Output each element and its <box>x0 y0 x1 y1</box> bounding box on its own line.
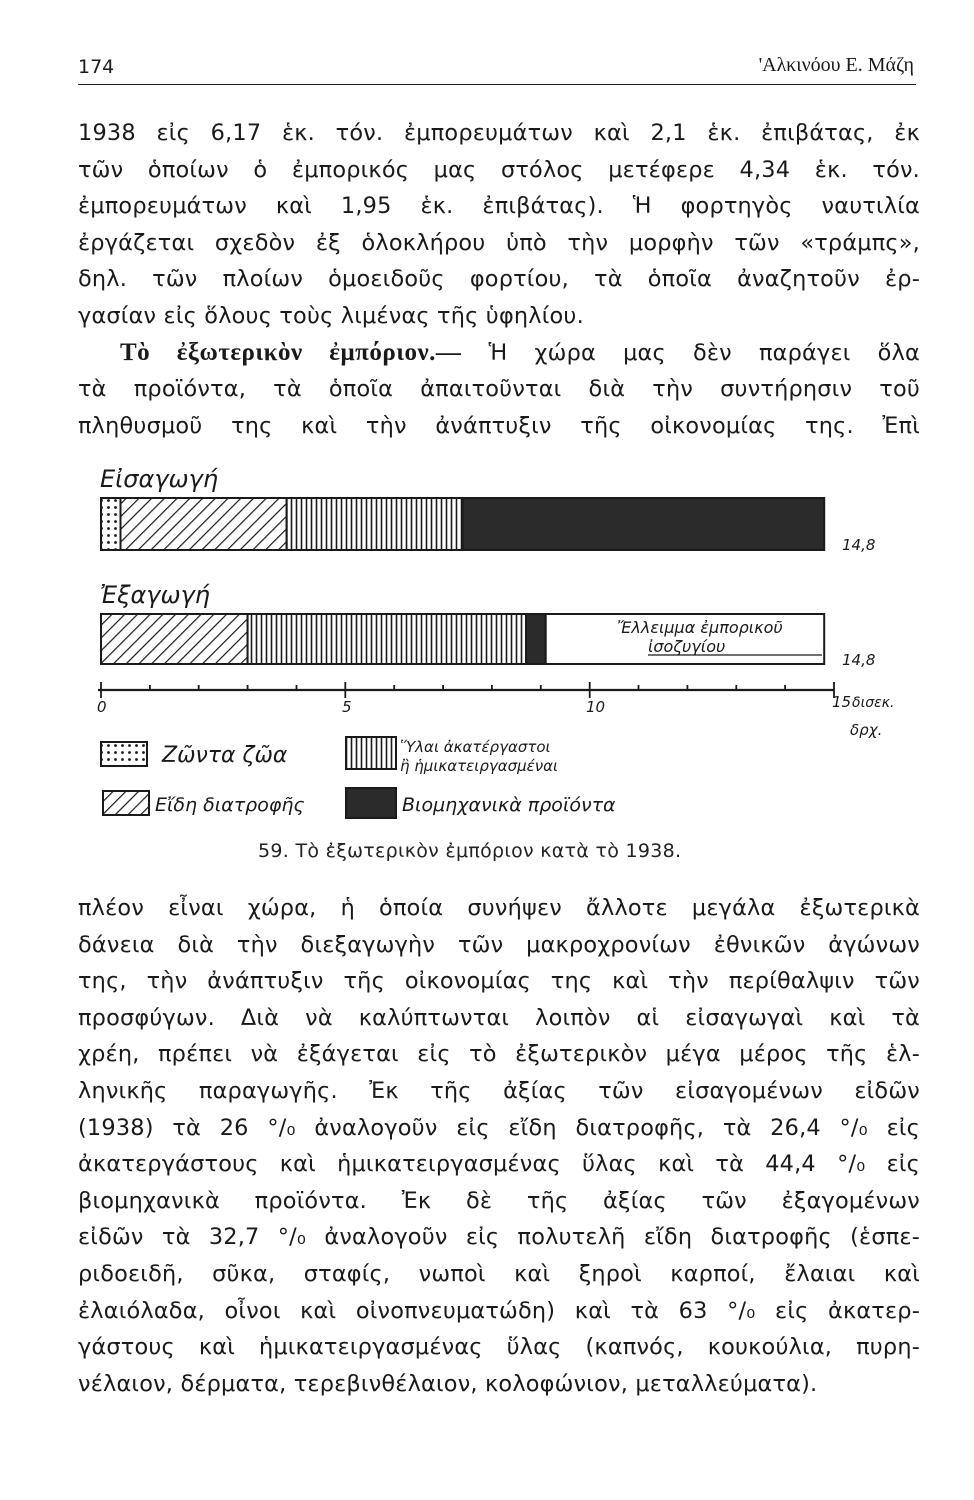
text-line: ληνικῆς παραγωγῆς. Ἐκ τῆς ἀξίας τῶν εἰσαγομένων εἰδῶν <box>78 1077 920 1104</box>
deficit-label-line1: Ἔλλειμμα ἐμπορικοῦ <box>617 618 783 637</box>
text-line: (1938) τὰ 26 °/₀ ἀναλογοῦν εἰς εἴδη διατροφῆς, τὰ 26,4 °/₀ εἰς <box>78 1114 920 1141</box>
legend-raw-materials-line1: Ὕλαι ἀκατέργαστοι <box>400 738 551 756</box>
text-line: 1938 εἰς 6,17 ἑκ. τόν. ἐμπορευμάτων καὶ 2,1 ἑκ. ἐπιβάτας, ἐκ <box>78 120 920 146</box>
tick-label-15: 15 <box>832 693 852 711</box>
page-number: 174 <box>78 56 115 78</box>
text-line: πλέον εἶναι χώρα, ἡ ὁποία συνήψεν ἄλλοτε μεγάλα ἐξωτερικὰ <box>78 895 920 921</box>
text-line: γάστους καὶ ἡμικατειργασμένας ὕλας (καπνός, κουκούλια, πυρη- <box>78 1334 920 1361</box>
bar-segment-export-3 <box>526 614 546 664</box>
legend-industrial: Βιομηχανικὰ προϊόντα <box>402 794 616 816</box>
bar-segment-export-2 <box>248 614 526 664</box>
text-line: της, τὴν ἀνάπτυξιν τῆς οἰκονομίας της καὶ τὴν περίθαλψιν τῶν <box>78 968 920 995</box>
section-heading: Τὸ ἐξωτερικὸν ἐμπόριον.— <box>120 338 462 366</box>
text-line: ἐμπορευμάτων καὶ 1,95 ἑκ. ἐπιβάτας). Ἡ φορτηγὸς ναυτιλία <box>78 193 920 220</box>
import-label: Εἰσαγωγή <box>100 465 219 493</box>
text-line: πληθυσμοῦ της καὶ τὴν ἀνάπτυξιν τῆς οἰκονομίας της. Ἐπὶ <box>78 412 920 439</box>
export-label: Ἐξαγωγή <box>100 581 210 609</box>
bar-segment-import-1 <box>121 498 287 550</box>
text-fragment: Ἡ χώρα μας δὲν παράγει ὅλα <box>488 339 920 366</box>
legend-swatch-raw-materials <box>346 737 396 769</box>
text-line: δηλ. τῶν πλοίων ὁμοειδοῦς φορτίου, τὰ ὁποῖα ἀναζητοῦν ἐρ- <box>78 266 920 293</box>
text-line: ἀκατεργάστους καὶ ἡμικατειργασμένας ὕλας καὶ τὰ 44,4 °/₀ εἰς <box>78 1151 920 1178</box>
bar-segment-import-0 <box>101 498 121 550</box>
legend-swatch-industrial <box>346 788 396 818</box>
figure-caption: 59. Τὸ ἐξωτερικὸν ἐμπόριον κατὰ τὸ 1938. <box>258 840 682 862</box>
legend-live-animals: Ζῶντα ζῶα <box>162 743 288 768</box>
text-line: γασίαν εἰς ὅλους τοὺς λιμένας τῆς ὑφηλίου. <box>78 302 584 329</box>
tick-label-0: 0 <box>97 698 107 716</box>
tick-label-10: 10 <box>586 698 606 716</box>
text-line: νέλαιον, δέρματα, τερεβινθέλαιον, κολοφώνιον, μεταλλεύματα). <box>78 1370 818 1397</box>
text-line: προσφύγων. Διὰ νὰ καλύπτωνται λοιπὸν αἱ εἰσαγωγαὶ καὶ τὰ <box>78 1004 920 1031</box>
tick-label-5: 5 <box>342 698 352 716</box>
text-line: ἐλαιόλαδα, οἶνοι καὶ οἰνοπνευματώδη) καὶ τὰ 63 °/₀ εἰς ἀκατερ- <box>78 1297 920 1324</box>
legend-raw-materials-line2: ἢ ἡμικατειργασμέναι <box>400 757 559 775</box>
text-line: δάνεια διὰ τὴν διεξαγωγὴν τῶν μακροχρονίων ἐθνικῶν ἀγώνων <box>78 931 920 958</box>
paragraph-bottom <box>78 890 920 1402</box>
bar-segment-export-1 <box>101 614 248 664</box>
text-line: εἰδῶν τὰ 32,7 °/₀ ἀναλογοῦν εἰς πολυτελῆ εἴδη διατροφῆς (ἑσπε- <box>78 1224 920 1251</box>
text-line: τὰ προϊόντα, τὰ ὁποῖα ἀπαιτοῦνται διὰ τὴν συντήρησιν τοῦ <box>78 376 920 403</box>
text-line: χρέη, πρέπει νὰ ἐξάγεται εἰς τὸ ἐξωτερικὸν μέγα μέρος τῆς ἑλ- <box>78 1041 920 1068</box>
text-line: ἐργάζεται σχεδὸν ἐξ ὁλοκλήρου ὑπὸ τὴν μορφὴν τῶν «τράμπς», <box>78 229 920 256</box>
bar-segment-import-2 <box>287 498 463 550</box>
legend-swatch-live-animals <box>101 742 147 766</box>
import-total-label: 14,8 <box>842 536 876 554</box>
running-title: 'Αλκινόου Ε. Μάζη <box>758 54 914 76</box>
deficit-label-line2: ἰσοζυγίου <box>648 637 726 656</box>
axis-unit-line1: δισεκ. <box>852 695 895 711</box>
bar-segment-import-3 <box>463 498 825 550</box>
legend-swatch-food <box>103 791 149 815</box>
axis-unit-line2: δρχ. <box>850 721 883 739</box>
text-line: τῶν ὁποίων ὁ ἐμπορικός μας στόλος μετέφερε 4,34 ἑκ. τόν. <box>78 156 920 183</box>
export-total-label: 14,8 <box>842 651 876 669</box>
legend-food: Εἴδη διατροφῆς <box>155 794 305 816</box>
text-line: βιομηχανικὰ προϊόντα. Ἐκ δὲ τῆς ἀξίας τῶν ἐξαγομένων <box>78 1187 920 1214</box>
text-line: ριδοειδῆ, σῦκα, σταφίς, νωποὶ καὶ ξηροὶ καρποί, ἔλαιαι καὶ <box>78 1260 920 1287</box>
